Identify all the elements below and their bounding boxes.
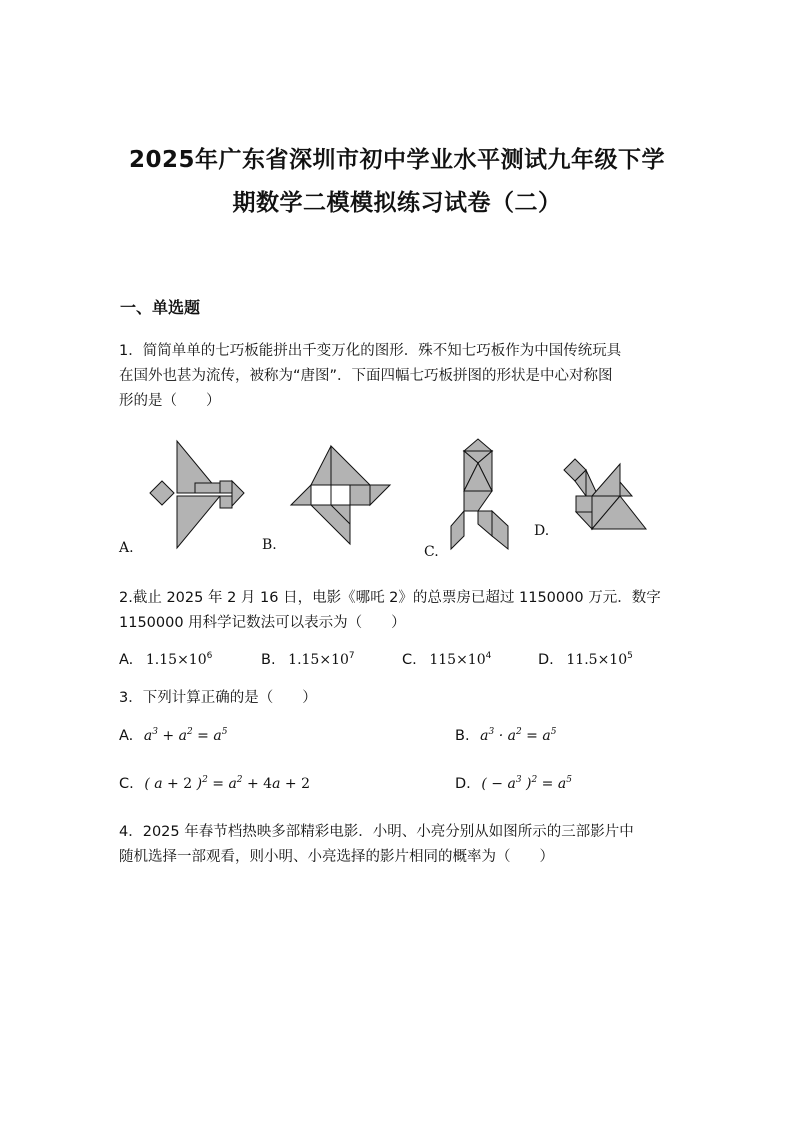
option-coefficient: 11.5×10 <box>566 652 628 668</box>
question-2-line2: 1150000 用科学记数法可以表示为（ ） <box>119 615 406 631</box>
figure-d-label: D. <box>534 523 550 539</box>
option-label: A. <box>119 652 134 668</box>
question-3-option-c[interactable] <box>119 775 310 792</box>
question-1-line1: 1．简简单单的七巧板能拼出千变万化的图形．殊不知七巧板作为中国传统玩具 <box>119 343 622 359</box>
tangram-figure-b <box>288 442 398 552</box>
figure-b-label: B. <box>262 537 277 553</box>
option-d-formula: ( − $a^3$ )$^2 = a^5$ <box>481 775 572 792</box>
option-coefficient: 1.15×10 <box>288 652 349 668</box>
question-4-line2: 随机选择一部观看，则小明、小亮选择的影片相同的概率为（ ） <box>119 849 554 865</box>
question-3-option-d[interactable] <box>455 775 572 792</box>
document-title-line2: 期数学二模模拟练习试卷（二） <box>232 190 562 216</box>
option-coefficient: 1.15×10 <box>145 652 207 668</box>
question-2-option-a[interactable] <box>119 651 212 668</box>
question-2-line1: 2.截止 2025 年 2 月 16 日，电影《哪吒 2》的总票房已超过 1150000 万元．数字 <box>119 590 661 606</box>
document-title-line1: 2025年广东省深圳市初中学业水平测试九年级下学 <box>128 147 665 173</box>
option-exponent: 5 <box>627 651 633 661</box>
question-3-option-b[interactable] <box>455 727 556 744</box>
question-3-stem: 3．下列计算正确的是（ ） <box>119 690 317 706</box>
tangram-figure-a <box>140 436 260 556</box>
question-4-line1: 4．2025 年春节档热映多部精彩电影．小明、小亮分别从如图所示的三部影片中 <box>119 824 634 840</box>
option-exponent: 7 <box>348 651 355 661</box>
option-a-formula: $a^3 + a^2 = a^5$ <box>143 727 228 744</box>
figure-c-label: C. <box>424 544 439 560</box>
question-2-option-b[interactable] <box>261 651 355 668</box>
option-c-formula: ( a + 2 )$^2 = a^2 + 4a + 2$ <box>144 775 310 792</box>
option-label: C. <box>119 776 134 792</box>
tangram-figure-c <box>446 436 526 556</box>
question-2-text <box>119 586 661 636</box>
question-3-option-a[interactable] <box>119 727 227 744</box>
figure-a-label: A. <box>119 540 134 556</box>
option-label: B. <box>455 728 470 744</box>
question-2-option-c[interactable] <box>402 651 491 668</box>
option-exponent: 4 <box>485 651 492 661</box>
option-label: D. <box>538 652 554 668</box>
question-1-line3: 形的是（ ） <box>119 393 221 409</box>
tangram-figure-d <box>556 452 656 537</box>
option-label: D. <box>455 776 471 792</box>
question-1-text <box>119 339 621 414</box>
option-b-formula: $a^3 \cdot a^2 = a^5$ <box>480 727 557 744</box>
option-label: C. <box>402 652 417 668</box>
option-label: B. <box>261 652 276 668</box>
option-coefficient: 115×10 <box>429 652 486 668</box>
question-1-line2: 在国外也甚为流传，被称为“唐图”．下面四幅七巧板拼图的形状是中心对称图 <box>119 368 613 384</box>
question-2-option-d[interactable] <box>538 651 633 668</box>
option-exponent: 6 <box>206 651 213 661</box>
question-4-text <box>119 820 634 870</box>
section-heading-single-choice: 一、单选题 <box>120 298 201 317</box>
option-label: A. <box>119 728 134 744</box>
